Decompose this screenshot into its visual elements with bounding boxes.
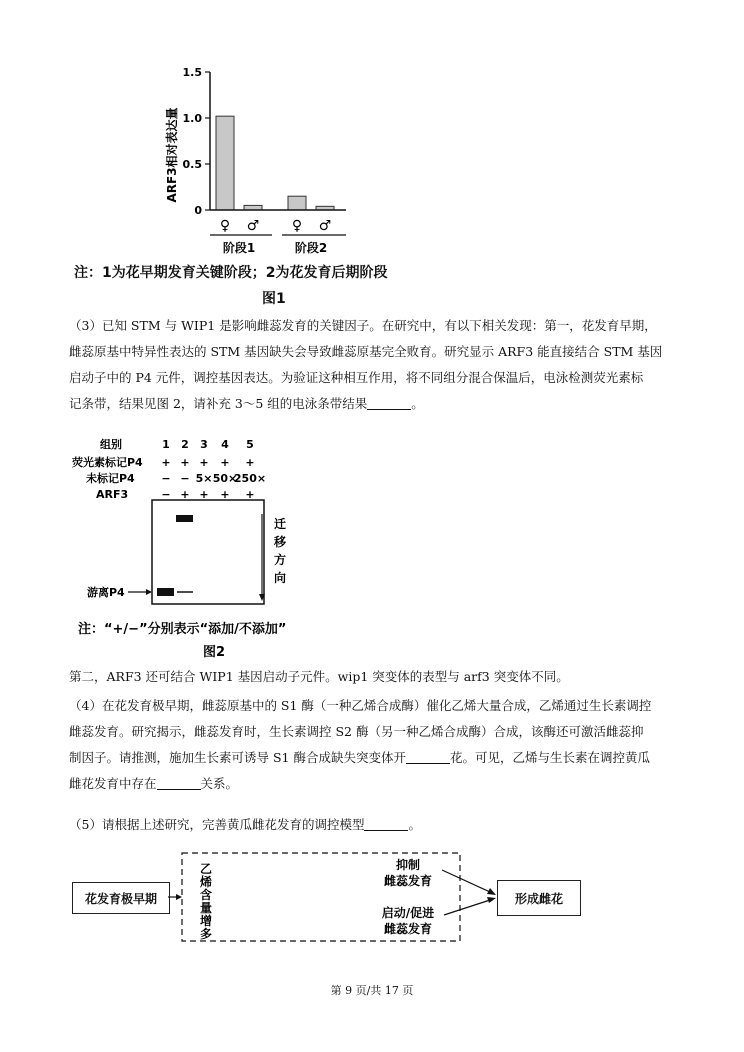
ethylene-char: 乙 [199, 862, 213, 876]
start-arrowhead [176, 894, 182, 900]
figure1-caption: 图1 [262, 291, 286, 307]
page-footer: 第 9 页/共 17 页 [330, 984, 414, 997]
row-value: + [199, 488, 209, 501]
figure2-gel [70, 430, 360, 665]
promote-arrowhead [487, 897, 496, 903]
row-label: ARF3 [96, 488, 129, 501]
bar [288, 196, 306, 210]
x-tick-label: ♀ [219, 218, 231, 234]
row-value: + [180, 456, 190, 469]
figure1-note: 注：1为花早期发育关键阶段；2为花发育后期阶段 [74, 265, 388, 281]
row-value: + [180, 488, 190, 501]
answer-blank-2[interactable] [406, 749, 450, 764]
group-label: 阶段1 [222, 241, 256, 255]
q4-line-3: 制因子。请推测，施加生长素可诱导 S1 酶合成缺失突变体开 花。可见，乙烯与生长素在调控黄瓜 [69, 750, 650, 765]
free-p4-arrowhead [146, 589, 152, 595]
y-tick-label: 1.0 [182, 112, 202, 125]
q3-line-3: 启动子中的 P4 元件，调控基因表达。为验证这种相互作用，将不同组分混合保温后，电泳检测荧光素标 [69, 370, 644, 385]
group-number: 2 [181, 438, 189, 451]
row-value: + [245, 456, 255, 469]
group-number: 4 [221, 438, 229, 451]
x-tick-label: ♂ [318, 218, 332, 234]
group-number: 3 [200, 438, 208, 451]
row-label: 未标记P4 [86, 472, 135, 485]
q4-line-4: 雌花发育中存在 关系。 [69, 776, 239, 791]
row-value: 250× [233, 472, 267, 485]
x-tick-label: ♂ [246, 218, 260, 234]
row-value: 50× [212, 472, 238, 485]
group-number: 1 [162, 438, 170, 451]
group-header-label: 组别 [100, 438, 122, 451]
q4-line-2: 雌蕊发育。研究揭示，雌蕊发育时，生长素调控 S2 酶（另一种乙烯合成酶）合成，该酶还可激活雌蕊抑 [69, 724, 644, 739]
promote-label-2: 雌蕊发育 [383, 922, 433, 936]
question-3 [69, 313, 681, 417]
figure2-note: 注：“+/−”分别表示“添加/不添加” [78, 622, 287, 637]
promote-arrow [444, 900, 490, 915]
bar [216, 116, 234, 210]
inhibit-arrowhead [487, 888, 496, 895]
q4-line-1: （4）在花发育极早期，雌蕊原基中的 S1 酶（一种乙烯合成酶）催化乙烯大量合成，乙烯通过生长素调控 [69, 698, 652, 713]
inhibit-label-1: 抑制 [395, 858, 421, 872]
y-axis-label: ARF3相对表达量 [165, 107, 179, 203]
row-value: − [161, 472, 171, 485]
x-tick-label: ♀ [291, 218, 303, 234]
inhibit-label-2: 雌蕊发育 [383, 874, 433, 888]
row-value: + [161, 456, 171, 469]
ethylene-char: 量 [199, 901, 213, 915]
second-finding: 第二，ARF3 还可结合 WIP1 基因启动子元件。wip1 突变体的表型与 arf3 突变体不同。 [69, 669, 569, 684]
y-tick-label: 0.5 [182, 158, 202, 171]
direction-char: 迁 [274, 517, 287, 531]
ethylene-char: 烯 [199, 875, 213, 889]
figure1-chart [150, 60, 430, 260]
y-tick-label: 1.5 [182, 66, 202, 79]
row-value: + [199, 456, 209, 469]
row-value: + [220, 488, 230, 501]
q3-line-4: 记条带，结果见图 2，请补充 3～5 组的电泳条带结果 。 [69, 396, 424, 411]
question-4 [69, 693, 681, 797]
start-box: 花发育极早期 [72, 882, 170, 914]
row-value: − [180, 472, 190, 485]
ethylene-char: 多 [199, 927, 213, 941]
answer-blank-1[interactable] [367, 395, 411, 410]
y-tick-label: 0 [194, 204, 202, 217]
model-diagram [160, 845, 510, 955]
ethylene-char: 含 [199, 888, 213, 902]
direction-char: 方 [274, 553, 287, 567]
inhibit-arrow [442, 870, 490, 892]
question-5: （5）请根据上述研究，完善黄瓜雌花发育的调控模型 。 [69, 817, 421, 832]
row-value: + [220, 456, 230, 469]
promote-label-1: 启动/促进 [381, 906, 435, 920]
free-p4-label: 游离P4 [87, 586, 125, 599]
row-value: − [161, 488, 171, 501]
answer-blank-3[interactable] [157, 775, 201, 790]
shifted-band-lane-2 [176, 515, 193, 522]
row-label: 荧光素标记P4 [72, 456, 143, 469]
figure2-caption: 图2 [203, 645, 226, 660]
ethylene-char: 增 [199, 914, 213, 928]
direction-char: 向 [274, 571, 287, 585]
answer-blank-4[interactable] [364, 816, 408, 831]
group-number: 5 [246, 438, 254, 451]
free-band-lane-1 [157, 588, 174, 596]
group-label: 阶段2 [294, 241, 328, 255]
row-value: 5× [195, 472, 213, 485]
q3-line-2: 雌蕊原基中特异性表达的 STM 基因缺失会导致雌蕊原基完全败育。研究显示 ARF3 能直接结合 STM 基因 [69, 344, 663, 359]
direction-char: 移 [274, 535, 287, 549]
row-value: + [245, 488, 255, 501]
q3-line-1: （3）已知 STM 与 WIP1 是影响雌蕊发育的关键因子。在研究中，有以下相关发现：第一，花发育早期， [69, 318, 657, 333]
end-box: 形成雌花 [497, 880, 581, 916]
